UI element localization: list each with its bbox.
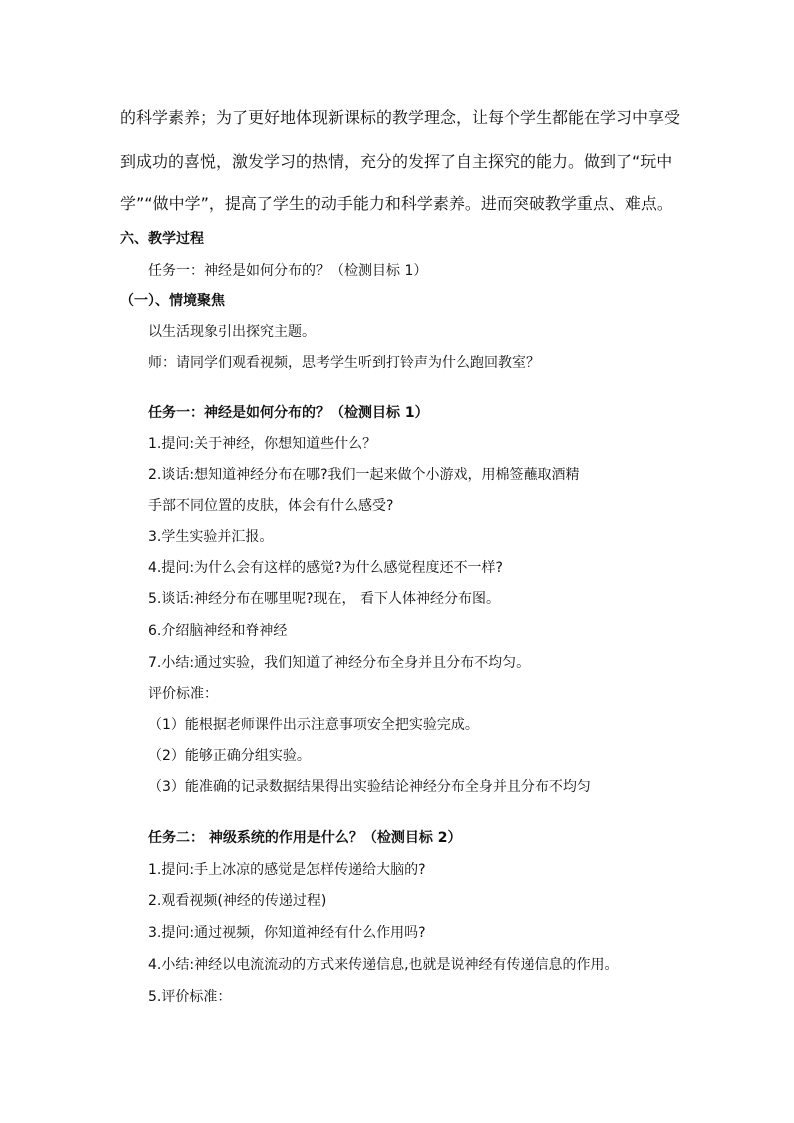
task1-step-1: 1.提问:关于神经，你想知道些什么？ <box>148 436 377 452</box>
task2-step-3: 3.提问:通过视频，你知道神经有什么作用吗? <box>148 925 426 941</box>
situation-line-2: 师：请同学们观看视频，思考学生听到打铃声为什么跑回教室？ <box>148 355 540 371</box>
task2-step-5: 5.评价标准： <box>148 989 232 1005</box>
task1-step-4: 4.提问:为什么会有这样的感觉?为什么感觉程度还不一样? <box>148 560 503 576</box>
task2-heading: 任务二： 神级系统的作用是什么？（检测目标 2） <box>148 830 462 846</box>
task2-step-1: 1.提问:手上冰凉的感觉是怎样传递给大脑的? <box>148 862 426 878</box>
task1-criterion-3: （3）能准确的记录数据结果得出实验结论神经分布全身并且分布不均匀 <box>148 779 591 795</box>
task1-step-2: 2.谈话:想知道神经分布在哪?我们一起来做个小游戏，用棉签蘸取酒精 <box>148 467 580 483</box>
task1-step-6: 6.介绍脑神经和脊神经 <box>148 623 288 639</box>
task1-step-5: 5.谈话:神经分布在哪里呢?现在， 看下人体神经分布图。 <box>148 591 500 607</box>
task2-step-4: 4.小结:神经以电流流动的方式来传递信息,也就是说神经有传递信息的作用。 <box>148 957 619 973</box>
intro-line-3: 学”“做中学”，提高了学生的动手能力和科学素养。进而突破教学重点、难点。 <box>120 194 673 213</box>
task1-criterion-2: （2）能够正确分组实验。 <box>148 748 311 764</box>
task1-criteria-label: 评价标准： <box>148 686 218 702</box>
task1-heading: 任务一：神经是如何分布的？（检测目标 1） <box>148 405 429 421</box>
intro-line-1: 的科学素养；为了更好地体现新课标的教学理念，让每个学生都能在学习中享受 <box>120 108 681 127</box>
task1-step-3: 3.学生实验并汇报。 <box>148 529 274 545</box>
situation-line-1: 以生活现象引出探究主题。 <box>148 324 316 340</box>
intro-line-2: 到成功的喜悦，激发学习的热情，充分的发挥了自主探究的能力。做到了“玩中 <box>120 152 673 171</box>
section-heading: 六、教学过程 <box>120 231 204 247</box>
situation-heading: （一）、情境聚焦 <box>120 293 225 309</box>
task1-step-7: 7.小结:通过实验，我们知道了神经分布全身并且分布不均匀。 <box>148 655 531 671</box>
task1-step-2-cont: 手部不同位置的皮肤，体会有什么感受? <box>148 498 394 514</box>
task2-step-2: 2.观看视频(神经的传递过程) <box>148 893 327 909</box>
task1-criterion-1: （1）能根据老师课件出示注意事项安全把实验完成。 <box>148 717 479 733</box>
task1-intro: 任务一：神经是如何分布的？（检测目标 1） <box>148 263 428 279</box>
